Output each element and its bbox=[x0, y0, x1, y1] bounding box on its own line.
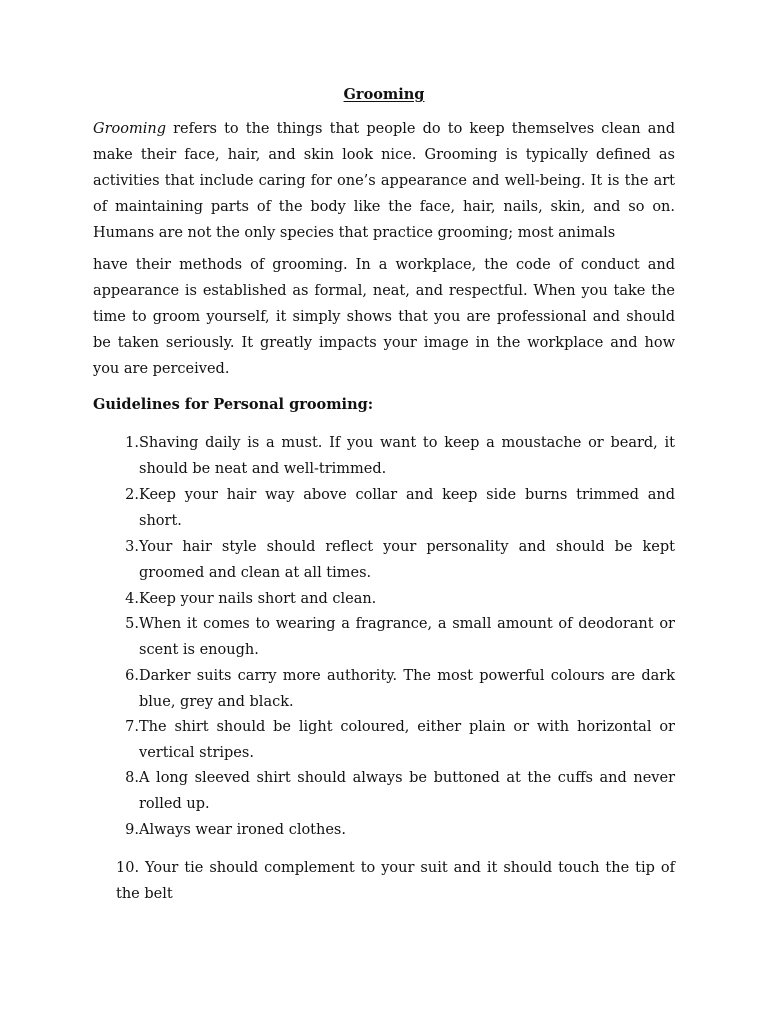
intro-text-part1: refers to the things that people do to keep themselves clean and make their face, hair, and skin look nice. Grooming is typically defined as activities that include caring for one’s appearance and well-being. It is the art of maintaining parts of the body like the face, hair, nails, skin, and so on. Humans are not the only species that practice grooming; most animals bbox=[93, 121, 675, 241]
list-item-text: A long sleeved shirt should always be buttoned at the cuffs and never rolled up. bbox=[139, 770, 675, 812]
list-item-text: Darker suits carry more authority. The most powerful colours are dark blue, grey and black. bbox=[139, 668, 675, 710]
list-item-number: 3. bbox=[125, 539, 139, 555]
list-item-text: Keep your hair way above collar and keep side burns trimmed and short. bbox=[139, 487, 675, 529]
list-item-text: Your hair style should reflect your personality and should be kept groomed and clean at all times. bbox=[139, 539, 675, 581]
list-item bbox=[113, 430, 675, 482]
list-item bbox=[113, 714, 675, 766]
list-item bbox=[113, 663, 675, 715]
list-item bbox=[113, 611, 675, 663]
list-item-number: 5. bbox=[125, 616, 139, 632]
list-item bbox=[113, 586, 675, 612]
intro-paragraph bbox=[93, 116, 675, 382]
list-item-10: 10. Your tie should complement to your suit and it should touch the tip of the belt bbox=[116, 860, 675, 902]
list-item bbox=[113, 534, 675, 586]
list-item-number: 9. bbox=[125, 822, 139, 838]
list-item-number: 4. bbox=[125, 591, 139, 607]
intro-text-part2: have their methods of grooming. In a workplace, the code of conduct and appearance is established as formal, neat, and respectful. When you take the time to groom yourself, it simply shows that you are professional and should be taken seriously. It greatly impacts your image in the workplace and how you are perceived. bbox=[93, 257, 675, 377]
list-item-text: Shaving daily is a must. If you want to keep a moustache or beard, it should be neat and well-trimmed. bbox=[139, 435, 675, 477]
intro-italic-term: Grooming bbox=[93, 121, 166, 137]
list-item-number: 6. bbox=[125, 668, 139, 684]
list-item bbox=[113, 817, 675, 843]
guidelines-heading: Guidelines for Personal grooming: bbox=[93, 396, 374, 413]
page-title: Grooming bbox=[343, 86, 425, 103]
list-item-text: Always wear ironed clothes. bbox=[139, 822, 346, 838]
list-item-number: 2. bbox=[125, 487, 139, 503]
list-item-text: Keep your nails short and clean. bbox=[139, 591, 377, 607]
list-item-text: When it comes to wearing a fragrance, a small amount of deodorant or scent is enough. bbox=[139, 616, 675, 658]
list-item-number: 8. bbox=[125, 770, 139, 786]
list-item-text: The shirt should be light coloured, either plain or with horizontal or vertical stripes. bbox=[139, 719, 675, 761]
list-item-number: 1. bbox=[125, 435, 139, 451]
list-item bbox=[113, 482, 675, 534]
list-item-number: 7. bbox=[125, 719, 139, 735]
list-item bbox=[113, 765, 675, 817]
